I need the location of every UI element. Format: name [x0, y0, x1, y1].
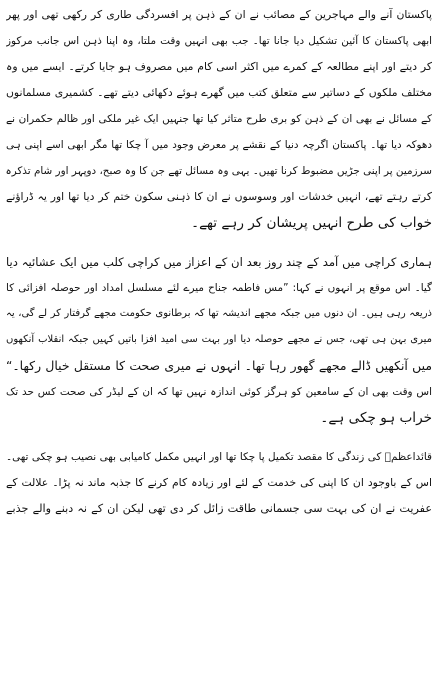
text-line: سرزمین پر اپنی جڑیں مضبوط کرنا تھیں۔ یہی وہ مسائل تھے جن کا وہ صبح، دوپہر اور شام تذکرہ	[6, 165, 432, 177]
text-line: مختلف ملکوں کے دساتیر سے متعلق کتب میں گھرے ہوئے دکھائی دیتے تھے۔ کشمیری مسلمانوں	[6, 86, 432, 99]
text-line: کر دیتے اور اپنے مطالعہ کے کمرے میں اکثر اسی کام میں مصروف ہو جایا کرتے۔ ایسے میں وہ	[6, 60, 432, 73]
text-line: پاکستان آنے والے مہاجرین کے مصائب نے ان کے ذہن پر افسردگی طاری کر رکھی تھی اور پھر	[6, 8, 432, 21]
paragraph	[6, 2, 432, 236]
text-line: اس کے باوجود ان کا اپنی کی خدمت کے لئے اور زیادہ کام کرنے کا جذبہ ماند نہ پڑا۔ علالت کے	[6, 476, 432, 489]
text-line: کرتے رہتے تھے، انہیں خدشات اور وسوسوں نے ان کا ذہنی سکون ختم کر دیا تھا اور یہ ڈراؤنے	[6, 190, 432, 203]
text-line: دھوکہ دیا تھا۔ پاکستان اگرچہ دنیا کے نقشے پر معرض وجود میں آ چکا تھا مگر ابھی اسے اپنی ہی	[6, 139, 432, 151]
text-line: اس وقت بھی ان کے سامعین کو ہرگز کوئی اندازہ نہیں تھا کہ ان کے لیڈر کی صحت کس حد تک	[6, 386, 432, 398]
text-line: کے مسائل نے بھی ان کے ذہن کو بری طرح متاثر کیا تھا جنہیں ایک غیر ملکی اور ظالم حکمران نے	[6, 113, 432, 125]
text-line: عفریت نے ان کی بہت سی جسمانی طاقت زائل کر دی تھی لیکن ان کے نہ دبنے والے جذبے	[6, 502, 432, 515]
text-line: میری بہن ہی تھی، جس نے مجھے حوصلہ دیا اور بہت سی امید افزا باتیں کہیں جبکہ انقلاب آنکھوں	[6, 334, 432, 345]
text-line: قائداعظمؒ کی زندگی کا مقصد تکمیل پا چکا تھا اور انہیں مکمل کامیابی بھی نصیب ہو چکی تھی۔	[6, 451, 432, 463]
text-line: میں آنکھیں ڈالے مجھے گھور رہا تھا۔ انہوں نے میری صحت کا مستقل خیال رکھا۔“	[6, 358, 432, 373]
text-line: گیا۔ اس موقع پر انہوں نے کہا: ”مس فاطمہ جناح میرے لئے مسلسل امداد اور حوصلہ افزائی کا	[6, 282, 432, 294]
paragraph	[6, 444, 432, 522]
page-text	[6, 2, 432, 522]
text-line: خواب کی طرح انہیں پریشان کر رہے تھے۔	[191, 215, 432, 231]
paragraph	[6, 249, 432, 431]
text-line: خراب ہو چکی ہے۔	[320, 410, 432, 426]
text-line: ذریعہ رہی ہیں۔ ان دنوں میں جبکہ مجھے اندیشہ تھا کہ برطانوی حکومت مجھے گرفتار کر لے گی، یہ	[6, 308, 432, 319]
text-line: ہماری کراچی میں آمد کے چند روز بعد ان کے اعزاز میں کراچی کلب میں ایک عشائیہ دیا	[6, 255, 432, 269]
paragraph-gap	[6, 236, 432, 249]
paragraph-gap	[6, 431, 432, 444]
text-line: ابھی پاکستان کا آئین تشکیل دیا جانا تھا۔ جب بھی انہیں وقت ملتا، وہ اپنا ذہن اس جانب مرکوز	[6, 35, 432, 47]
